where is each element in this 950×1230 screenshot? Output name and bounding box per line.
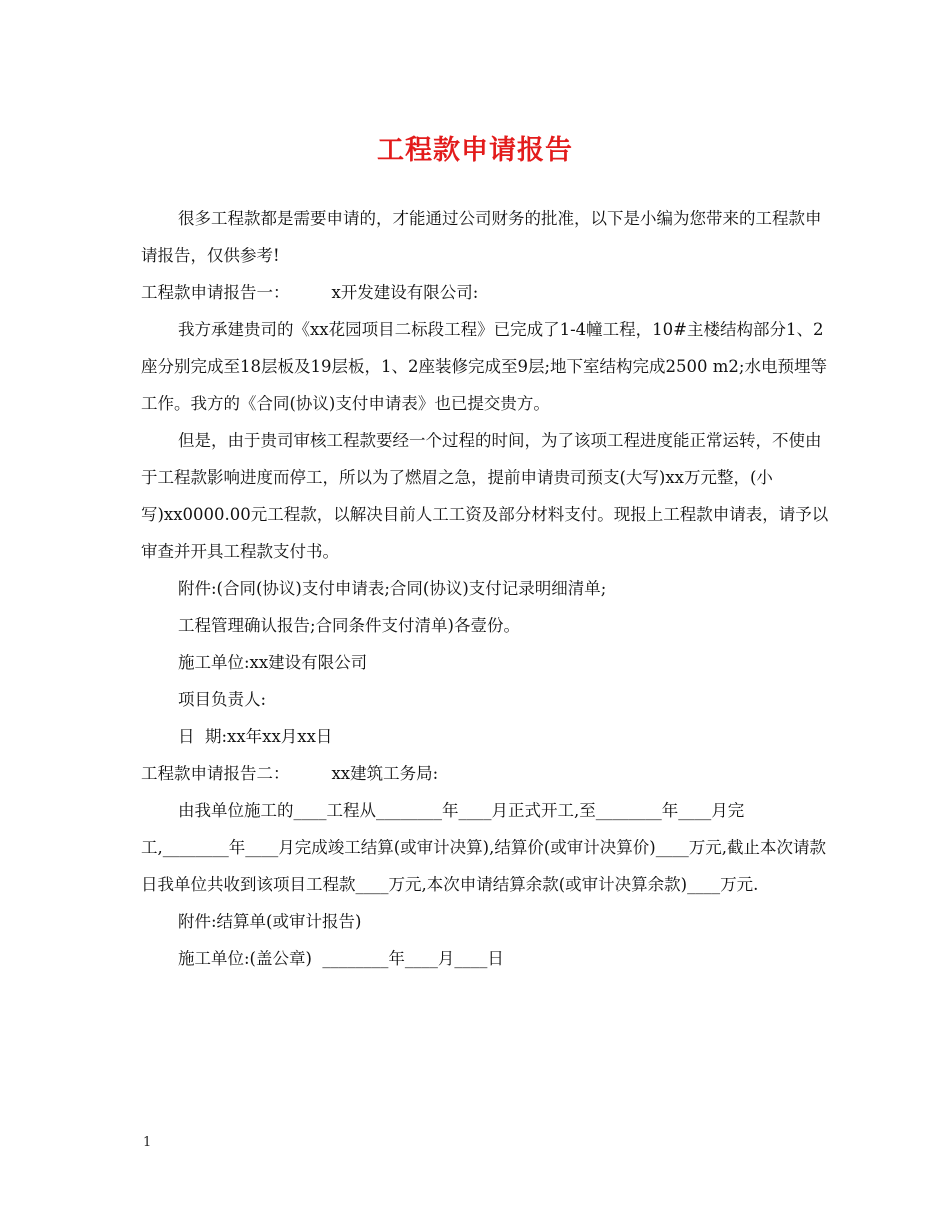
report2-heading: 工程款申请报告二： xx建筑工务局: [141, 764, 439, 783]
report1-attachment-line-1: 附件:(合同(协议)支付申请表;合同(协议)支付记录明细清单; [178, 579, 607, 598]
report1-project-manager: 项目负责人: [178, 690, 267, 709]
intro-paragraph: 很多工程款都是需要申请的，才能通过公司财务的批准，以下是小编为您带来的工程款申请报告，仅供参考! [141, 209, 822, 265]
document-body [141, 200, 831, 977]
report2-paragraph-1: 由我单位施工的____工程从________年____月正式开工,至________年____月完工,________年____月完成竣工结算(或审计决算),结算价(或审计决算价)____万元,截止本次请款日我单位共收到该项目工程款____万元,本次申请结算余款(或审计决算余款)____万元. [141, 801, 826, 894]
document-title: 工程款申请报告 [377, 135, 573, 166]
report2-attachment: 附件:结算单(或审计报告) [178, 912, 362, 931]
report1-paragraph-1: 我方承建贵司的《xx花园项目二标段工程》已完成了1-4幢工程，10#主楼结构部分1、2座分别完成至18层板及19层板，1、2座装修完成至9层;地下室结构完成2500 m2;水电预埋等工作。我方的《合同(协议)支付申请表》也已提交贵方。 [141, 320, 827, 413]
report1-attachment-line-2: 工程管理确认报告;合同条件支付清单)各壹份。 [178, 616, 520, 635]
report2-construction-unit: 施工单位:(盖公章) ________年____月____日 [178, 949, 504, 968]
page-number: 1 [143, 1135, 152, 1150]
report1-heading: 工程款申请报告一： x开发建设有限公司: [141, 283, 479, 302]
report1-construction-unit: 施工单位:xx建设有限公司 [178, 653, 368, 672]
report1-paragraph-2: 但是，由于贵司审核工程款要经一个过程的时间，为了该项工程进度能正常运转，不使由于工程款影响进度而停工，所以为了燃眉之急，提前申请贵司预支(大写)xx万元整，(小写)xx0000.00元工程款，以解决目前人工工资及部分材料支付。现报上工程款申请表，请予以审查并开具工程款支付书。 [141, 431, 829, 561]
report1-date: 日 期:xx年xx月xx日 [178, 727, 333, 746]
